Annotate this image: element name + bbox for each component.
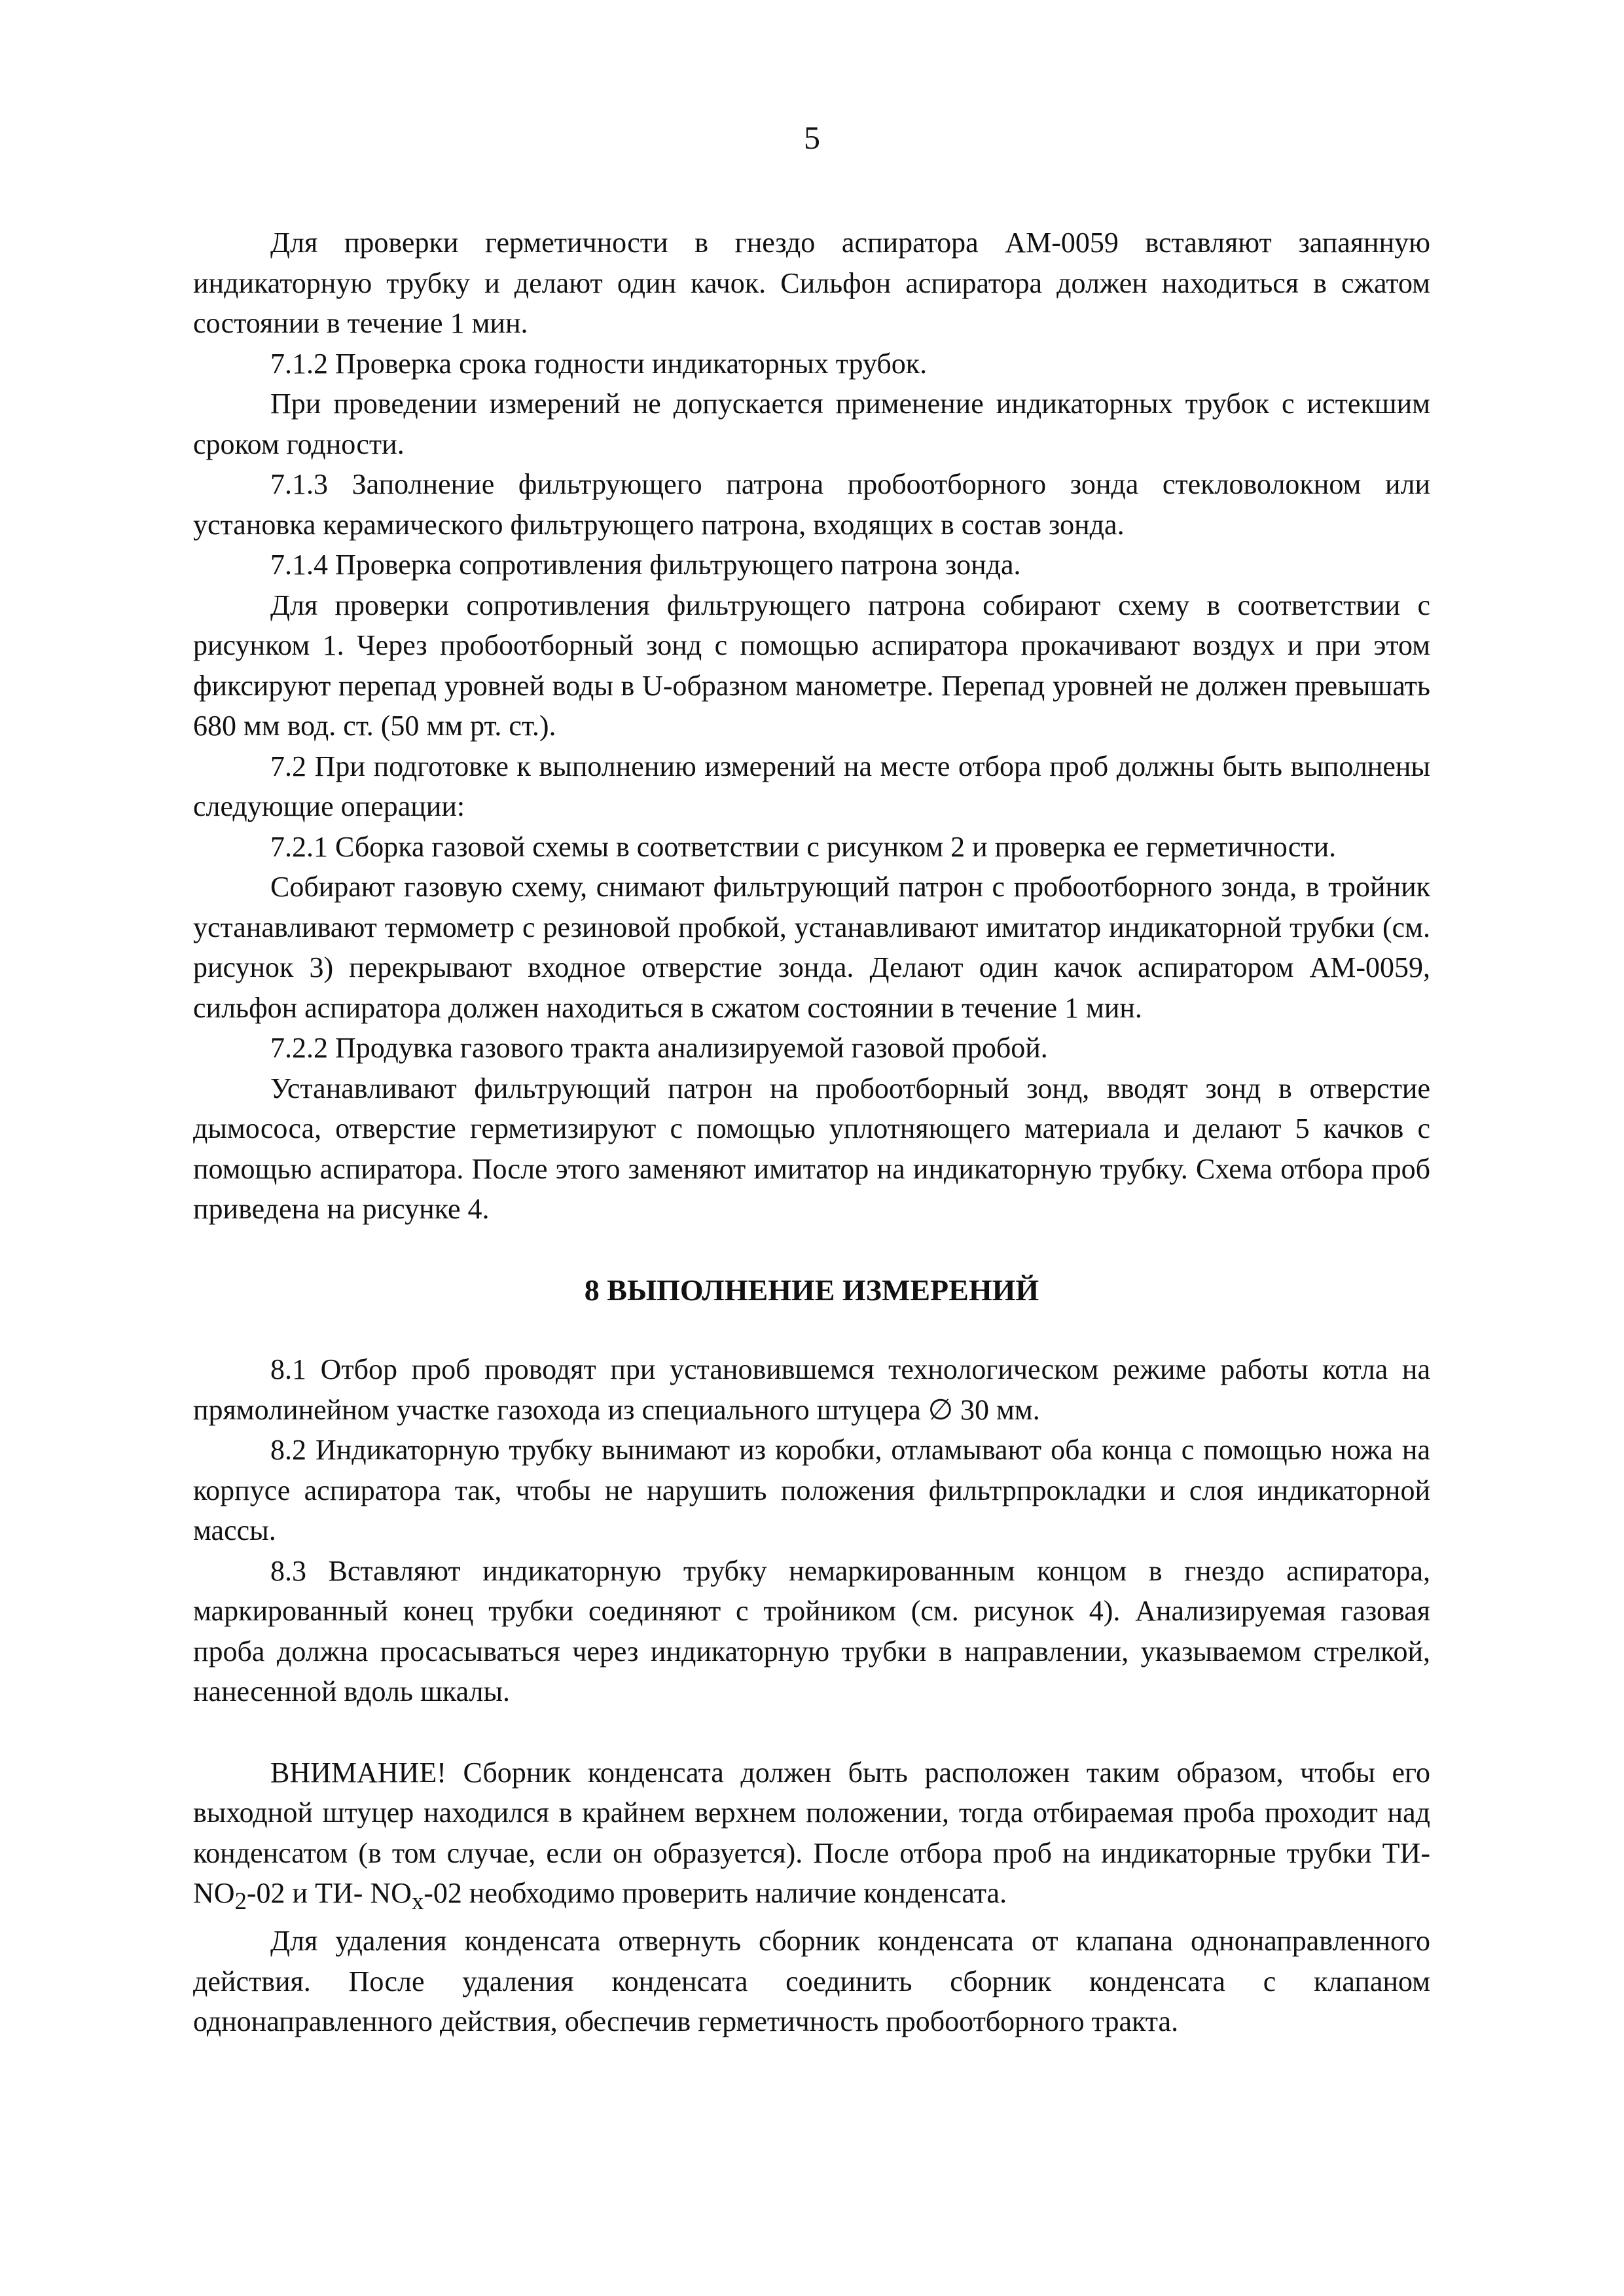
paragraph-7-2-2: 7.2.2 Продувка газового тракта анализируемой газовой пробой.	[270, 1032, 1048, 1064]
section-title: 8 ВЫПОЛНЕНИЕ ИЗМЕРЕНИЙ	[584, 1273, 1039, 1307]
paragraph-purge: Устанавливают фильтрующий патрон на пробоотборный зонд, вводят зонд в отверстие дымососа, отверстие герметизируют с помощью уплотняющего материала и делают 5 качков с помощью аспиратора. После этого заменяют имитатор на индикаторную трубку. Схема отбора проб приведена на рисунке 4.	[193, 1072, 1430, 1225]
paragraph-7-1-4: 7.1.4 Проверка сопротивления фильтрующего патрона зонда.	[270, 549, 1021, 581]
paragraph-8-2: 8.2 Индикаторную трубку вынимают из коробки, отламывают оба конца с помощью ножа на корпусе аспиратора так, чтобы не нарушить положения фильтрпрокладки и слоя индикаторной массы.	[193, 1434, 1430, 1546]
nox-subscript: x	[411, 1887, 424, 1914]
paragraph-8-3: 8.3 Вставляют индикаторную трубку немаркированным концом в гнездо аспиратора, маркированный конец трубки соединяют с тройником (см. рисунок 4). Анализируемая газовая проба должна просасываться через индикаторную трубки в направлении, указываемом стрелкой, нанесенной вдоль шкалы.	[193, 1554, 1430, 1707]
paragraph-gas-scheme: Собирают газовую схему, снимают фильтрующий патрон с пробоотборного зонда, в тройник устанавливают термометр с резиновой пробкой, устанавливают имитатор индикаторной трубки (см. рисунок 3) перекрывают входное отверстие зонда. Делают один качок аспиратором АМ-0059, сильфон аспиратора должен находиться в сжатом состоянии в течение 1 мин.	[193, 871, 1430, 1024]
paragraph-7-1-3: 7.1.3 Заполнение фильтрующего патрона пробоотборного зонда стекловолокном или установка керамического фильтрующего патрона, входящих в состав зонда.	[193, 468, 1430, 541]
paragraph-tightness-check: Для проверки герметичности в гнездо аспиратора АМ-0059 вставляют запаянную индикаторную трубку и делают один качок. Сильфон аспиратора должен находиться в сжатом состоянии в течение 1 мин.	[193, 227, 1430, 339]
warning-text-end: -02 необходимо проверить наличие конденсата.	[424, 1877, 1007, 1909]
warning-paragraph	[193, 1753, 1430, 1922]
paragraph-resistance-check: Для проверки сопротивления фильтрующего патрона собирают схему в соответствии с рисунком 1. Через пробоотборный зонд с помощью аспиратора прокачивают воздух и при этом фиксируют перепад уровней воды в U-образном манометре. Перепад уровней не должен превышать 680 мм вод. ст. (50 мм рт. ст.).	[193, 589, 1430, 742]
paragraph-7-2: 7.2 При подготовке к выполнению измерений на месте отбора проб должны быть выполнены следующие операции:	[193, 750, 1430, 822]
paragraph-condensate-removal: Для удаления конденсата отвернуть сборник конденсата от клапана однонаправленного действия. После удаления конденсата соединить сборник конденсата с клапаном однонаправленного действия, обеспечив герметичность пробоотборного тракта.	[193, 1925, 1430, 2038]
paragraph-expiry: При проведении измерений не допускается применение индикаторных трубок с истекшим сроком годности.	[193, 388, 1430, 460]
document-body	[193, 223, 1430, 2042]
warning-text-middle: -02 и ТИ- NO	[246, 1877, 412, 1909]
paragraph-7-1-2: 7.1.2 Проверка срока годности индикаторных трубок.	[270, 347, 928, 380]
warning-text: ВНИМАНИЕ! Сборник конденсата должен быть расположен таким образом, чтобы его выходной штуцер находился в крайнем верхнем положении, тогда отбираемая проба проходит над конденсатом (в том случае, если он образуется). После отбора проб на индикаторные трубки ТИ-NO	[193, 1756, 1430, 1909]
paragraph-7-2-1: 7.2.1 Сборка газовой схемы в соответствии с рисунком 2 и проверка ее герметичности.	[270, 830, 1337, 863]
no2-subscript: 2	[234, 1887, 247, 1914]
paragraph-8-1: 8.1 Отбор проб проводят при установившемся технологическом режиме работы котла на прямолинейном участке газохода из специального штуцера ∅ 30 мм.	[193, 1353, 1430, 1426]
page-number: 5	[804, 119, 820, 156]
